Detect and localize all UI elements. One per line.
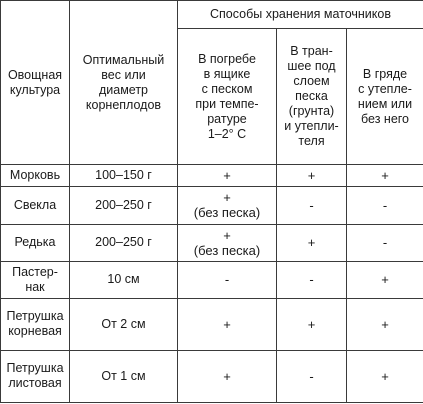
cell-bed: + [347,261,423,298]
table-row [1,261,423,298]
table-row [1,224,423,261]
cell-cellar: + (без песка) [178,187,277,224]
cell-trench: + [277,298,347,350]
table-row [1,187,423,224]
cell-bed: - [347,224,423,261]
header-storage-methods: Способы хранения маточников [178,1,423,29]
cell-trench: + [277,224,347,261]
cell-cellar: - [178,261,277,298]
cell-size: От 1 см [70,350,178,402]
cell-size: 10 см [70,261,178,298]
cell-trench: - [277,261,347,298]
cell-cellar: + (без песка) [178,224,277,261]
header-method-trench: В тран- шее под слоем песка (грунта) и утепли- теля [277,29,347,165]
header-method-bed: В гряде с утепле- нием или без него [347,29,423,165]
cell-cellar: + [178,165,277,187]
cell-bed: + [347,350,423,402]
table-row [1,350,423,402]
cell-bed: - [347,187,423,224]
cell-cellar: + [178,350,277,402]
cell-cellar: + [178,298,277,350]
header-method-cellar: В погребе в ящике с песком при темпе- ратуре 1–2° С [178,29,277,165]
cell-crop: Петрушка листовая [1,350,70,402]
table-row [1,165,423,187]
header-row-top [1,1,423,29]
cell-trench: - [277,187,347,224]
table-row [1,298,423,350]
cell-bed: + [347,298,423,350]
header-crop: Овощная культура [1,1,70,165]
cell-crop: Редька [1,224,70,261]
cell-crop: Петрушка корневая [1,298,70,350]
cell-trench: - [277,350,347,402]
cell-size: 200–250 г [70,224,178,261]
header-root-size: Оптимальный вес или диаметр корнеплодов [70,1,178,165]
cell-bed: + [347,165,423,187]
cell-crop: Морковь [1,165,70,187]
cell-crop: Свекла [1,187,70,224]
cell-size: 100–150 г [70,165,178,187]
cell-size: От 2 см [70,298,178,350]
cell-size: 200–250 г [70,187,178,224]
cell-trench: + [277,165,347,187]
cell-crop: Пастер- нак [1,261,70,298]
